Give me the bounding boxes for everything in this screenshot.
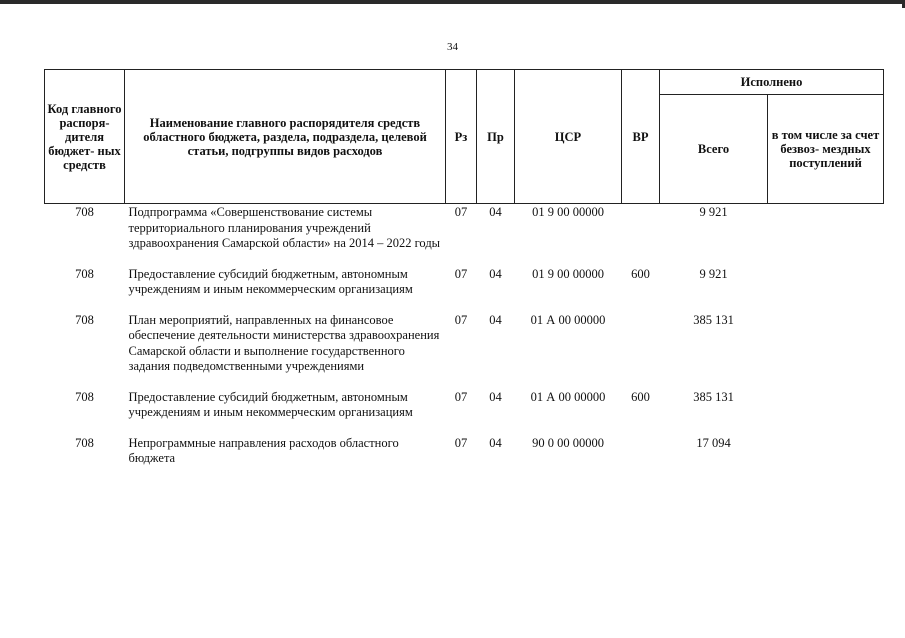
cell-pr: 04 [489, 205, 502, 219]
cell-rz: 07 [454, 312, 468, 327]
cell-free [768, 204, 884, 267]
cell-name: Предоставление субсидий бюджетным, автономным учреждениям и иным некоммерческим организациям [128, 389, 413, 419]
cell-pr: 04 [489, 389, 502, 404]
page-number: 34 [447, 41, 458, 53]
cell-vr [622, 313, 660, 390]
cell-total: 17 094 [696, 435, 731, 450]
cell-vr: 600 [631, 389, 650, 404]
cell-code: 708 [75, 266, 94, 281]
scan-border-top [0, 0, 905, 4]
cell-name: Непрограммные направления расходов областного бюджета [128, 435, 399, 465]
budget-table [44, 69, 884, 482]
cell-pr: 04 [489, 266, 502, 281]
header-code: Код главного распоря- дителя бюджет- ных средств [45, 70, 125, 204]
header-total: Всего [660, 95, 768, 204]
cell-name: Предоставление субсидий бюджетным, автономным учреждениям и иным некоммерческим организациям [128, 266, 413, 296]
header-name: Наименование главного распорядителя средств областного бюджета, раздела, подраздела, целевой статьи, подгруппы видов расходов [125, 70, 446, 204]
table-row [45, 436, 884, 482]
table-row [45, 390, 884, 436]
cell-free [768, 436, 884, 482]
table-header [45, 70, 884, 204]
cell-pr: 04 [489, 312, 502, 327]
cell-rz: 07 [454, 435, 468, 450]
cell-code: 708 [75, 312, 94, 327]
cell-name: План мероприятий, направленных на финансовое обеспечение деятельности министерства здравоохранения Самарской области и выполнение государственного задания подведомственными учреждениями [128, 312, 440, 373]
header-csr: ЦСР [515, 70, 622, 204]
cell-free [768, 267, 884, 313]
cell-free [768, 390, 884, 436]
table-row [45, 204, 884, 267]
cell-csr: 01 А 00 00000 [530, 312, 606, 327]
cell-pr: 04 [489, 435, 502, 450]
cell-code: 708 [75, 435, 94, 450]
cell-vr: 600 [631, 266, 650, 281]
header-rz: Рз [446, 70, 477, 204]
cell-total: 9 921 [699, 205, 728, 219]
header-free: в том числе за счет безвоз- мездных поступлений [768, 95, 884, 204]
cell-total: 385 131 [693, 389, 734, 404]
cell-csr: 01 9 00 00000 [532, 205, 604, 219]
cell-vr [622, 204, 660, 267]
cell-rz: 07 [454, 389, 468, 404]
cell-csr: 01 А 00 00000 [530, 389, 606, 404]
cell-code: 708 [75, 389, 94, 404]
cell-total: 9 921 [699, 266, 728, 281]
header-executed: Исполнено [660, 70, 884, 95]
table-row [45, 267, 884, 313]
cell-csr: 01 9 00 00000 [532, 266, 604, 281]
cell-free [768, 313, 884, 390]
cell-code: 708 [75, 205, 94, 219]
table-row [45, 313, 884, 390]
cell-rz: 07 [454, 205, 468, 219]
cell-csr: 90 0 00 00000 [532, 435, 604, 450]
header-pr: Пр [477, 70, 515, 204]
cell-rz: 07 [454, 266, 468, 281]
cell-total: 385 131 [693, 312, 734, 327]
cell-vr [622, 436, 660, 482]
header-vr: ВР [622, 70, 660, 204]
cell-name: Подпрограмма «Совершенствование системы территориального планирования учреждений здравоохранения Самарской области» на 2014 – 2022 годы [128, 205, 441, 250]
